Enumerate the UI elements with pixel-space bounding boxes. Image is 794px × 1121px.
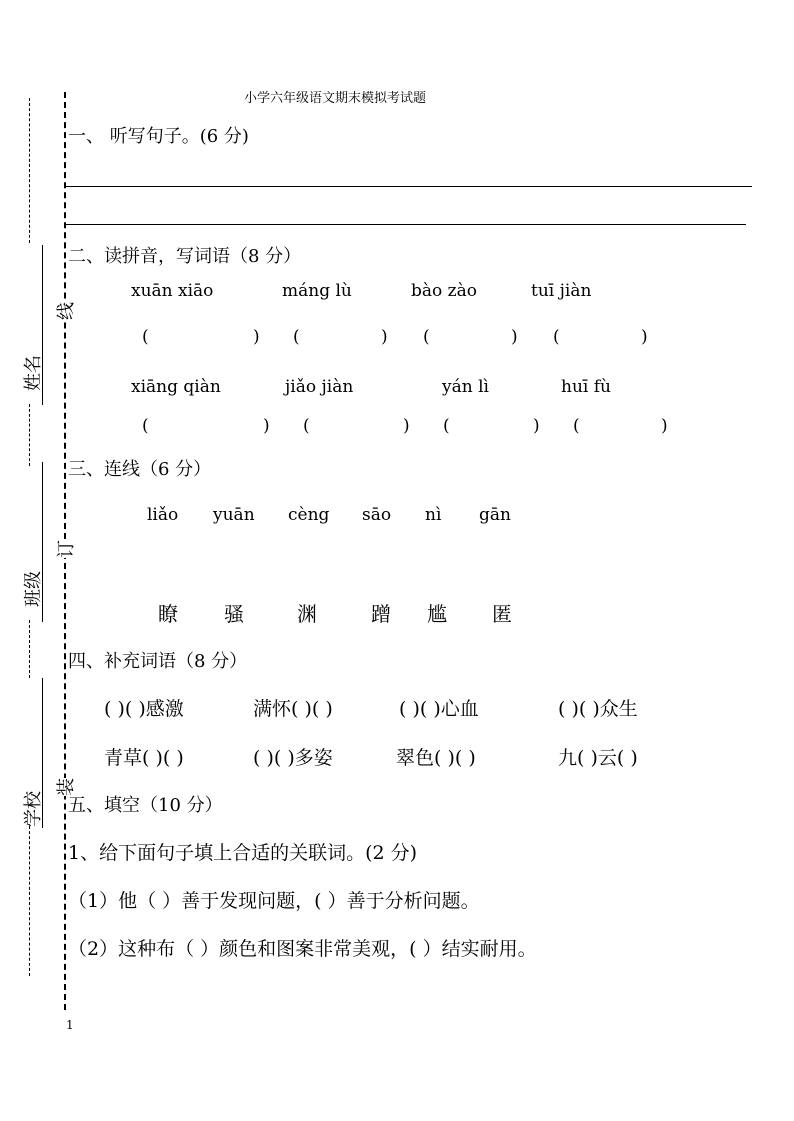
match-pinyin[interactable]: liǎo — [147, 505, 179, 525]
outer-margin-dash-mid2 — [29, 620, 30, 678]
answer-paren-open: ( — [303, 416, 310, 436]
answer-paren-open: ( — [142, 416, 149, 436]
fill-word-item[interactable]: ( )( )众生 — [558, 698, 638, 720]
answer-paren-close: ) — [381, 327, 388, 347]
pinyin-item: xuān xiāo — [131, 281, 214, 301]
fill-word-item[interactable]: 满怀( )( ) — [253, 698, 333, 720]
section5-heading: 五、填空（10 分） — [68, 795, 223, 816]
page-title: 小学六年级语文期末模拟考试题 — [244, 91, 427, 106]
answer-paren-open: ( — [293, 327, 300, 347]
answer-paren-open: ( — [423, 327, 430, 347]
answer-paren-close: ) — [533, 416, 540, 436]
dictation-line-2[interactable] — [64, 224, 746, 225]
answer-paren-close: ) — [511, 327, 518, 347]
answer-paren-close: ) — [253, 327, 260, 347]
answer-paren-open: ( — [142, 327, 149, 347]
page-number: 1 — [66, 1018, 74, 1032]
match-character[interactable]: 匿 — [492, 602, 512, 626]
binding-char-xian: 线 — [56, 302, 77, 320]
fill-word-item[interactable]: ( )( )多姿 — [253, 747, 333, 769]
match-pinyin[interactable]: gān — [479, 505, 511, 525]
section1-heading: 一、 听写句子。(6 分) — [68, 126, 249, 147]
match-character[interactable]: 骚 — [224, 602, 244, 626]
answer-paren-close: ) — [263, 416, 270, 436]
fill-word-item[interactable]: 九( )云( ) — [558, 747, 638, 769]
pinyin-item: huī fù — [561, 377, 611, 397]
answer-paren-close: ) — [661, 416, 668, 436]
binding-char-ding: 订 — [56, 540, 77, 558]
outer-margin-dash-mid1 — [29, 404, 30, 466]
fill-word-item[interactable]: 翠色( )( ) — [396, 747, 476, 769]
fill-word-item[interactable]: 青草( )( ) — [104, 747, 184, 769]
section4-heading: 四、补充词语（8 分） — [68, 651, 248, 672]
pinyin-item: jiǎo jiàn — [285, 377, 354, 397]
school-label: 学校 — [23, 791, 44, 827]
match-pinyin[interactable]: cèng — [288, 505, 330, 525]
binding-char-zhuang: 装 — [56, 778, 77, 796]
class-label: 班级 — [23, 571, 44, 607]
outer-margin-dash-bottom — [29, 826, 30, 976]
outer-margin-dash-top — [29, 98, 30, 243]
match-character[interactable]: 瞭 — [158, 602, 178, 626]
question-1: 1、给下面句子填上合适的关联词。(2 分) — [68, 842, 418, 864]
answer-paren-open: ( — [573, 416, 580, 436]
section2-heading: 二、读拼音，写词语（8 分） — [68, 246, 302, 267]
match-pinyin[interactable]: sāo — [362, 505, 392, 525]
match-character[interactable]: 蹭 — [371, 602, 391, 626]
fill-sentence-1[interactable]: （1）他（ ）善于发现问题，( ）善于分析问题。 — [68, 890, 480, 912]
answer-paren-open: ( — [553, 327, 560, 347]
match-pinyin[interactable]: nì — [425, 505, 442, 525]
match-pinyin[interactable]: yuān — [213, 505, 255, 525]
section3-heading: 三、连线（6 分） — [68, 459, 212, 480]
match-character[interactable]: 渊 — [297, 602, 317, 626]
answer-paren-open: ( — [443, 416, 450, 436]
pinyin-item: yán lì — [442, 377, 489, 397]
match-character[interactable]: 尴 — [427, 602, 447, 626]
pinyin-item: xiāng qiàn — [131, 377, 221, 397]
pinyin-item: bào zào — [411, 281, 477, 301]
pinyin-item: tuī jiàn — [531, 281, 592, 301]
answer-paren-close: ) — [641, 327, 648, 347]
answer-paren-close: ) — [403, 416, 410, 436]
pinyin-item: máng lù — [282, 281, 352, 301]
name-label: 姓名 — [23, 355, 44, 391]
fill-sentence-2[interactable]: （2）这种布（ ）颜色和图案非常美观，( ）结实耐用。 — [68, 938, 537, 960]
dictation-line-1[interactable] — [64, 186, 752, 187]
fill-word-item[interactable]: ( )( )心血 — [399, 698, 479, 720]
fill-word-item[interactable]: ( )( )感激 — [104, 698, 184, 720]
